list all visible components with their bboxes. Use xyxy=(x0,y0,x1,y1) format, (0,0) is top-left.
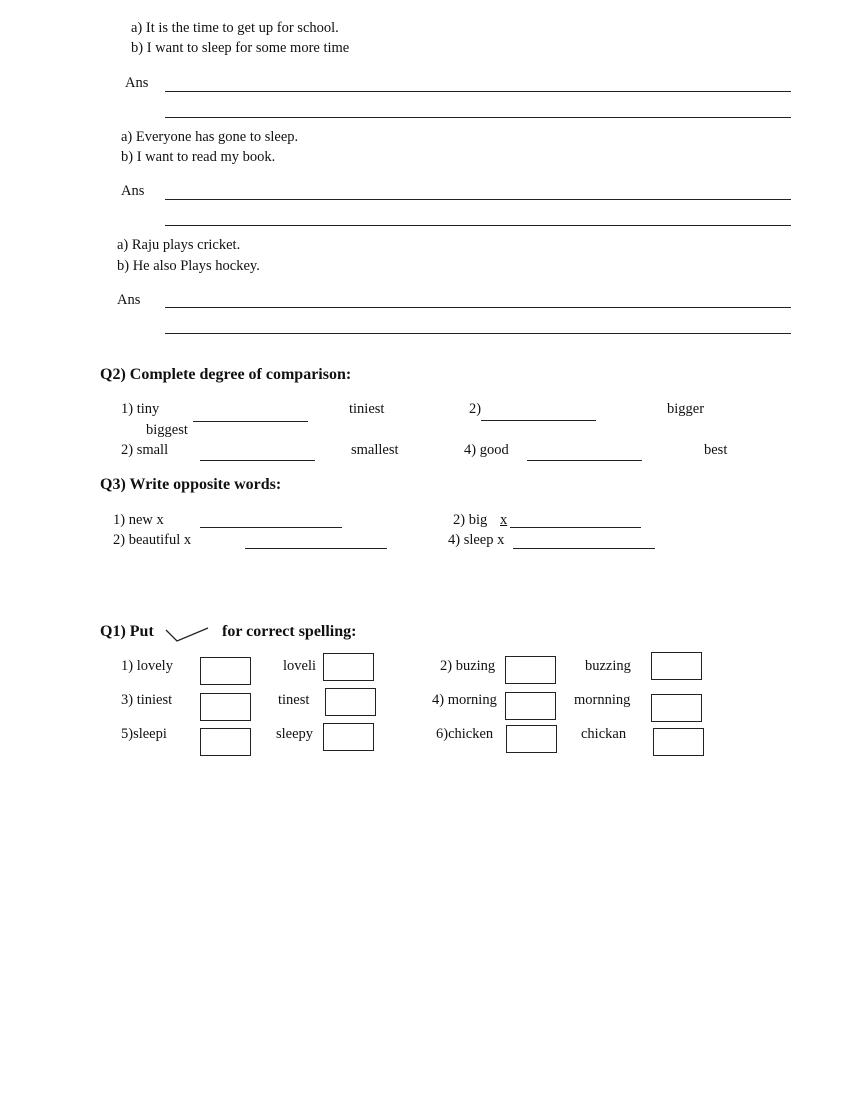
q1-r3-checkbox-1[interactable] xyxy=(200,728,251,756)
q1-r3-checkbox-4[interactable] xyxy=(653,728,704,756)
set3-answer-line-1[interactable] xyxy=(165,307,791,308)
q2-r2-smallest: smallest xyxy=(351,442,399,458)
set3-sentence-a: a) Raju plays cricket. xyxy=(117,237,241,253)
set2-answer-line-2[interactable] xyxy=(165,225,791,226)
q1-r2-checkbox-4[interactable] xyxy=(651,694,702,722)
q3-r1-big: 2) big xyxy=(453,512,488,528)
q1-r2-word-1: 3) tiniest xyxy=(121,692,173,708)
q3-title: Q3) Write opposite words: xyxy=(100,476,282,493)
set1-sentence-b: b) I want to sleep for some more time xyxy=(131,40,350,56)
q1-r2-checkbox-1[interactable] xyxy=(200,693,251,721)
q1-r3-word-3: 6)chicken xyxy=(436,726,494,742)
q2-r1-num2: 2) xyxy=(469,401,482,417)
set2-ans-label: Ans xyxy=(121,183,145,199)
q1-r1-checkbox-2[interactable] xyxy=(323,653,374,681)
set2-sentence-a: a) Everyone has gone to sleep. xyxy=(121,129,299,145)
q3-r2-beautiful: 2) beautiful x xyxy=(113,532,192,548)
q2-r2-blank-1[interactable] xyxy=(200,460,315,461)
q2-r2-best: best xyxy=(704,442,728,458)
q2-r2-good: 4) good xyxy=(464,442,509,458)
q2-r1-blank-2[interactable] xyxy=(481,420,596,421)
q3-r2-sleep: 4) sleep x xyxy=(448,532,505,548)
q1-r1-checkbox-4[interactable] xyxy=(651,652,702,680)
q1-title-end: for correct spelling: xyxy=(222,623,357,640)
q2-r1-biggest: biggest xyxy=(146,422,188,438)
q3-r1-blank-2[interactable] xyxy=(510,527,641,528)
q1-r1-word-2: loveli xyxy=(283,658,317,674)
set1-ans-label: Ans xyxy=(125,75,149,91)
set2-sentence-b: b) I want to read my book. xyxy=(121,149,276,165)
set1-answer-line-1[interactable] xyxy=(165,91,791,92)
q1-r2-word-3: 4) morning xyxy=(432,692,497,708)
q2-r1-tiny: 1) tiny xyxy=(121,401,160,417)
q1-r3-word-4: chickan xyxy=(581,726,627,742)
q3-r1-big-x: x xyxy=(500,512,508,528)
set1-answer-line-2[interactable] xyxy=(165,117,791,118)
q1-r3-checkbox-2[interactable] xyxy=(323,723,374,751)
q3-r1-blank-1[interactable] xyxy=(200,527,342,528)
q1-title-start: Q1) Put xyxy=(100,623,154,640)
q1-r1-word-3: 2) buzing xyxy=(440,658,496,674)
q2-r2-small: 2) small xyxy=(121,442,169,458)
q1-r3-word-2: sleepy xyxy=(276,726,314,742)
q1-r2-word-4: mornning xyxy=(574,692,631,708)
q2-title: Q2) Complete degree of comparison: xyxy=(100,366,352,383)
q1-r3-word-1: 5)sleepi xyxy=(121,726,167,742)
set3-answer-line-2[interactable] xyxy=(165,333,791,334)
q1-r2-checkbox-3[interactable] xyxy=(505,692,556,720)
q1-r1-word-1: 1) lovely xyxy=(121,658,173,674)
q1-r1-word-4: buzzing xyxy=(585,658,631,674)
set3-ans-label: Ans xyxy=(117,292,141,308)
checkmark-icon xyxy=(165,626,210,644)
q2-r1-bigger: bigger xyxy=(667,401,705,417)
set3-sentence-b: b) He also Plays hockey. xyxy=(117,258,260,274)
q1-r1-checkbox-3[interactable] xyxy=(505,656,556,684)
q1-r2-checkbox-2[interactable] xyxy=(325,688,376,716)
set1-sentence-a: a) It is the time to get up for school. xyxy=(131,20,339,36)
set2-answer-line-1[interactable] xyxy=(165,199,791,200)
q1-r1-checkbox-1[interactable] xyxy=(200,657,251,685)
q2-r1-tiniest: tiniest xyxy=(349,401,385,417)
q2-r2-blank-2[interactable] xyxy=(527,460,642,461)
q1-r2-word-2: tinest xyxy=(278,692,310,708)
q3-r1-new: 1) new x xyxy=(113,512,164,528)
q3-r2-blank-2[interactable] xyxy=(513,548,655,549)
q2-r1-blank-1[interactable] xyxy=(193,421,308,422)
q1-r3-checkbox-3[interactable] xyxy=(506,725,557,753)
q3-r2-blank-1[interactable] xyxy=(245,548,387,549)
